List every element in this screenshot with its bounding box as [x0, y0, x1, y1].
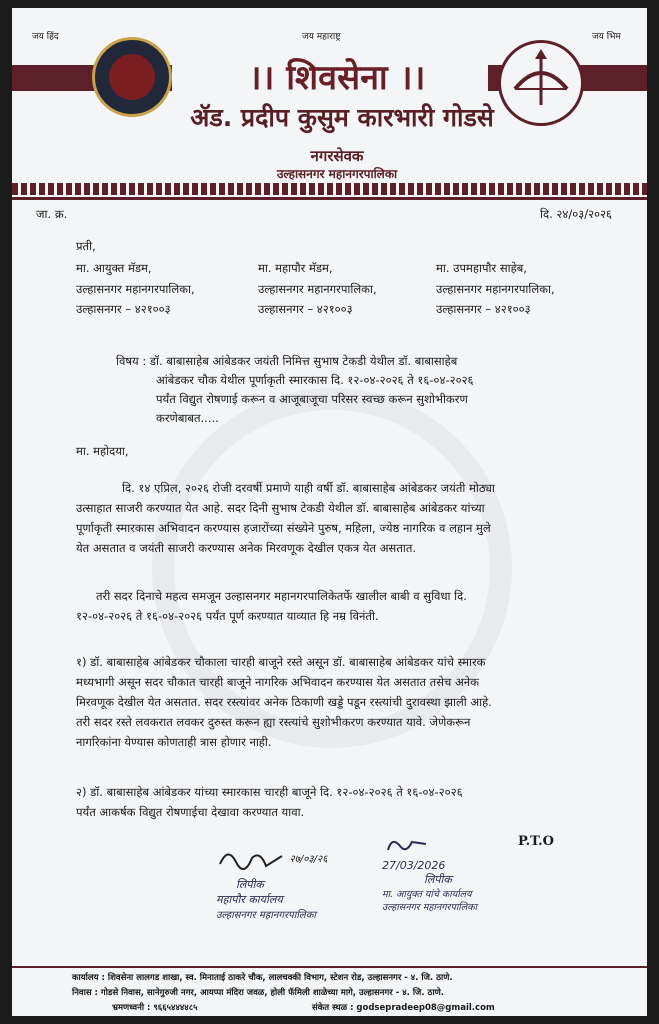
- paragraph-2: [76, 586, 641, 626]
- footer-residence-address: निवास : गोडसे निवास, सानेगुरुजी नगर, आयप्पा मंदिरा जवळ, होली फॅमिली शाळेच्या मागे, उल्हासनगर - ४. जि. ठाणे.: [72, 988, 445, 998]
- commissioner-office-stamp: [382, 834, 552, 913]
- corporation-name: उल्हासनगर महानगरपालिका: [276, 167, 398, 181]
- stamp-office: महापौर कार्यालय: [216, 893, 283, 906]
- party-name: ।। शिवसेना ।।: [248, 58, 426, 98]
- recipient-line: उल्हासनगर महानगरपालिका,: [436, 281, 555, 296]
- letter-date: दि. २४/०३/२०२६: [540, 207, 612, 221]
- subject-line: आंबेडकर चौक येथील पूर्णाकृती स्मारकास दि. १२-०४-२०२६ ते १६-०४-२०२६: [156, 373, 474, 387]
- footer-phone: भ्रमणध्वनी : ९६६५४४४४८५: [112, 1003, 198, 1013]
- signature-scribble: [382, 834, 442, 856]
- slogan-left: जय हिंद: [32, 32, 59, 42]
- pto-label: P.T.O: [518, 834, 554, 849]
- subject-line: करणेबाबत.....: [156, 411, 219, 425]
- decorative-border: [12, 183, 647, 195]
- reference-label: जा. क्र.: [36, 207, 68, 221]
- salutation: मा. महोदया,: [76, 444, 129, 458]
- stamp-org: उल्हासनगर महानगरपालिका: [382, 902, 477, 913]
- subject-line: विषय : डॉ. बाबासाहेब आंबेडकर जयंती निमित्त सुभाष टेकडी येथील डॉ. बाबासाहेब: [116, 354, 458, 368]
- footer-office-address: कार्यालय : शिवसेना लालगड शाखा, स्व. मिनाताई ठाकरे चौक, लालचक्की विभाग, स्टेशन रोड, उल्हासनगर - ४. जि. ठाणे.: [72, 973, 453, 983]
- recipient-line: उल्हासनगर – ४२१००३: [76, 302, 171, 316]
- subject-block: [116, 352, 636, 428]
- paragraph-line: १२-०४-२०२६ ते १६-०४-२०२६ पर्यंत पूर्ण करण्यात याव्यात हि नम्र विनंती.: [76, 609, 379, 623]
- corporator-role: नगरसेवक: [310, 147, 364, 165]
- point-line: मध्यभागी असून सदर चौकात चारही बाजूने नागरिक अभिवादन करण्यास येत असतात तसेच अनेक: [76, 675, 479, 689]
- point-line: पर्यंत आकर्षक विद्युत रोषणाईचा देखावा करण्यात यावा.: [76, 805, 305, 819]
- recipient-line: उल्हासनगर – ४२१००३: [258, 302, 353, 316]
- stamp-lipik: लिपीक: [424, 873, 452, 886]
- recipient-line: उल्हासनगर महानगरपालिका,: [258, 281, 377, 296]
- stamp-org: उल्हासनगर महानगरपालिका: [216, 910, 316, 921]
- point-line: २) डॉ. बाबासाहेब आंबेडकर यांच्या स्मारकास चारही बाजूने दि. १२-०४-२०२६ ते १६-०४-२०२६: [76, 785, 463, 799]
- point-2: [76, 782, 641, 822]
- stamp-office: मा. आयुक्त यांचे कार्यालय: [382, 889, 472, 900]
- footer-email: संकेत स्थळ : godsepradeep08@gmail.com: [312, 1003, 495, 1013]
- slogan-center: जय महाराष्ट्र: [302, 32, 341, 42]
- stamp-sig-date: २७/०३/२६: [289, 854, 328, 865]
- paragraph-line: तरी सदर दिनाचे महत्व समजून उल्हासनगर महानगरपालिकेतर्फे खालील बाबी व सुविधा दि.: [96, 589, 467, 603]
- paragraph-line: येत असतात व जयंती साजरी करण्यास अनेक मिरवणूक देखील एकत्र येत असतात.: [76, 541, 417, 555]
- recipient-line: मा. उपमहापौर साहेब,: [436, 261, 527, 275]
- recipient-commissioner: [76, 258, 256, 320]
- recipient-line: उल्हासनगर – ४२१००३: [436, 302, 531, 316]
- mayor-office-stamp: [216, 844, 366, 921]
- recipient-deputy-mayor: [436, 258, 636, 320]
- footer-divider: [12, 966, 647, 968]
- stamp-lipik: लिपीक: [236, 878, 264, 891]
- point-line: १) डॉ. बाबासाहेब आंबेडकर चौकाला चारही बाजूने रस्ते असून डॉ. बाबासाहेब आंबेडकर यांचे स्मारक: [76, 655, 486, 669]
- slogan-right: जय भिम: [592, 32, 621, 42]
- corporator-name: ॲड. प्रदीप कुसुम कारभारी गोडसे: [190, 103, 494, 132]
- prati-label: प्रती,: [76, 239, 96, 253]
- point-1: [76, 652, 641, 752]
- letter-page: [12, 8, 647, 1016]
- paragraph-line: पूर्णाकृती स्मारकास अभिवादन करण्यास हजारोंच्या संख्येने पुरुष, महिला, ज्येष्ठ नागरिक व लहान मुले: [76, 521, 491, 535]
- header-divider: [12, 197, 647, 200]
- subject-line: पर्यंत विद्युत रोषणाई करून व आजूबाजूचा परिसर स्वच्छ करून सुशोभीकरण: [156, 392, 468, 406]
- recipient-line: उल्हासनगर महानगरपालिका,: [76, 281, 195, 296]
- paragraph-line: दि. १४ एप्रिल, २०२६ रोजी दरवर्षी प्रमाणे याही वर्षी डॉ. बाबासाहेब आंबेडकर जयंती मोठ्या: [122, 481, 495, 495]
- point-line: तरी सदर रस्ते लवकरात लवकर दुरुस्त करून ह्या रस्त्यांचे सुशोभीकरण करण्यात यावे. जेणेकरून: [76, 715, 471, 729]
- point-line: नागरिकांना येण्यास कोणताही त्रास होणार नाही.: [76, 735, 272, 749]
- recipient-line: मा. महापौर मॅडम,: [258, 261, 333, 275]
- stamp-sig-date: 27/03/2026: [382, 859, 446, 872]
- signature-scribble: [216, 844, 286, 874]
- paragraph-line: उत्साहात साजरी करण्यात येत आहे. सदर दिनी सुभाष टेकडी येथील डॉ. बाबासाहेब आंबेडकर यांच्या: [76, 501, 485, 515]
- paragraph-1: [76, 478, 641, 558]
- recipient-line: मा. आयुक्त मॅडम,: [76, 261, 152, 275]
- recipient-mayor: [258, 258, 438, 320]
- point-line: मिरवणूक देखील येत असतात. सदर रस्त्यांवर अनेक ठिकाणी खड्डे पडून रस्त्यांची दुरावस्था झाली आहे.: [76, 695, 492, 709]
